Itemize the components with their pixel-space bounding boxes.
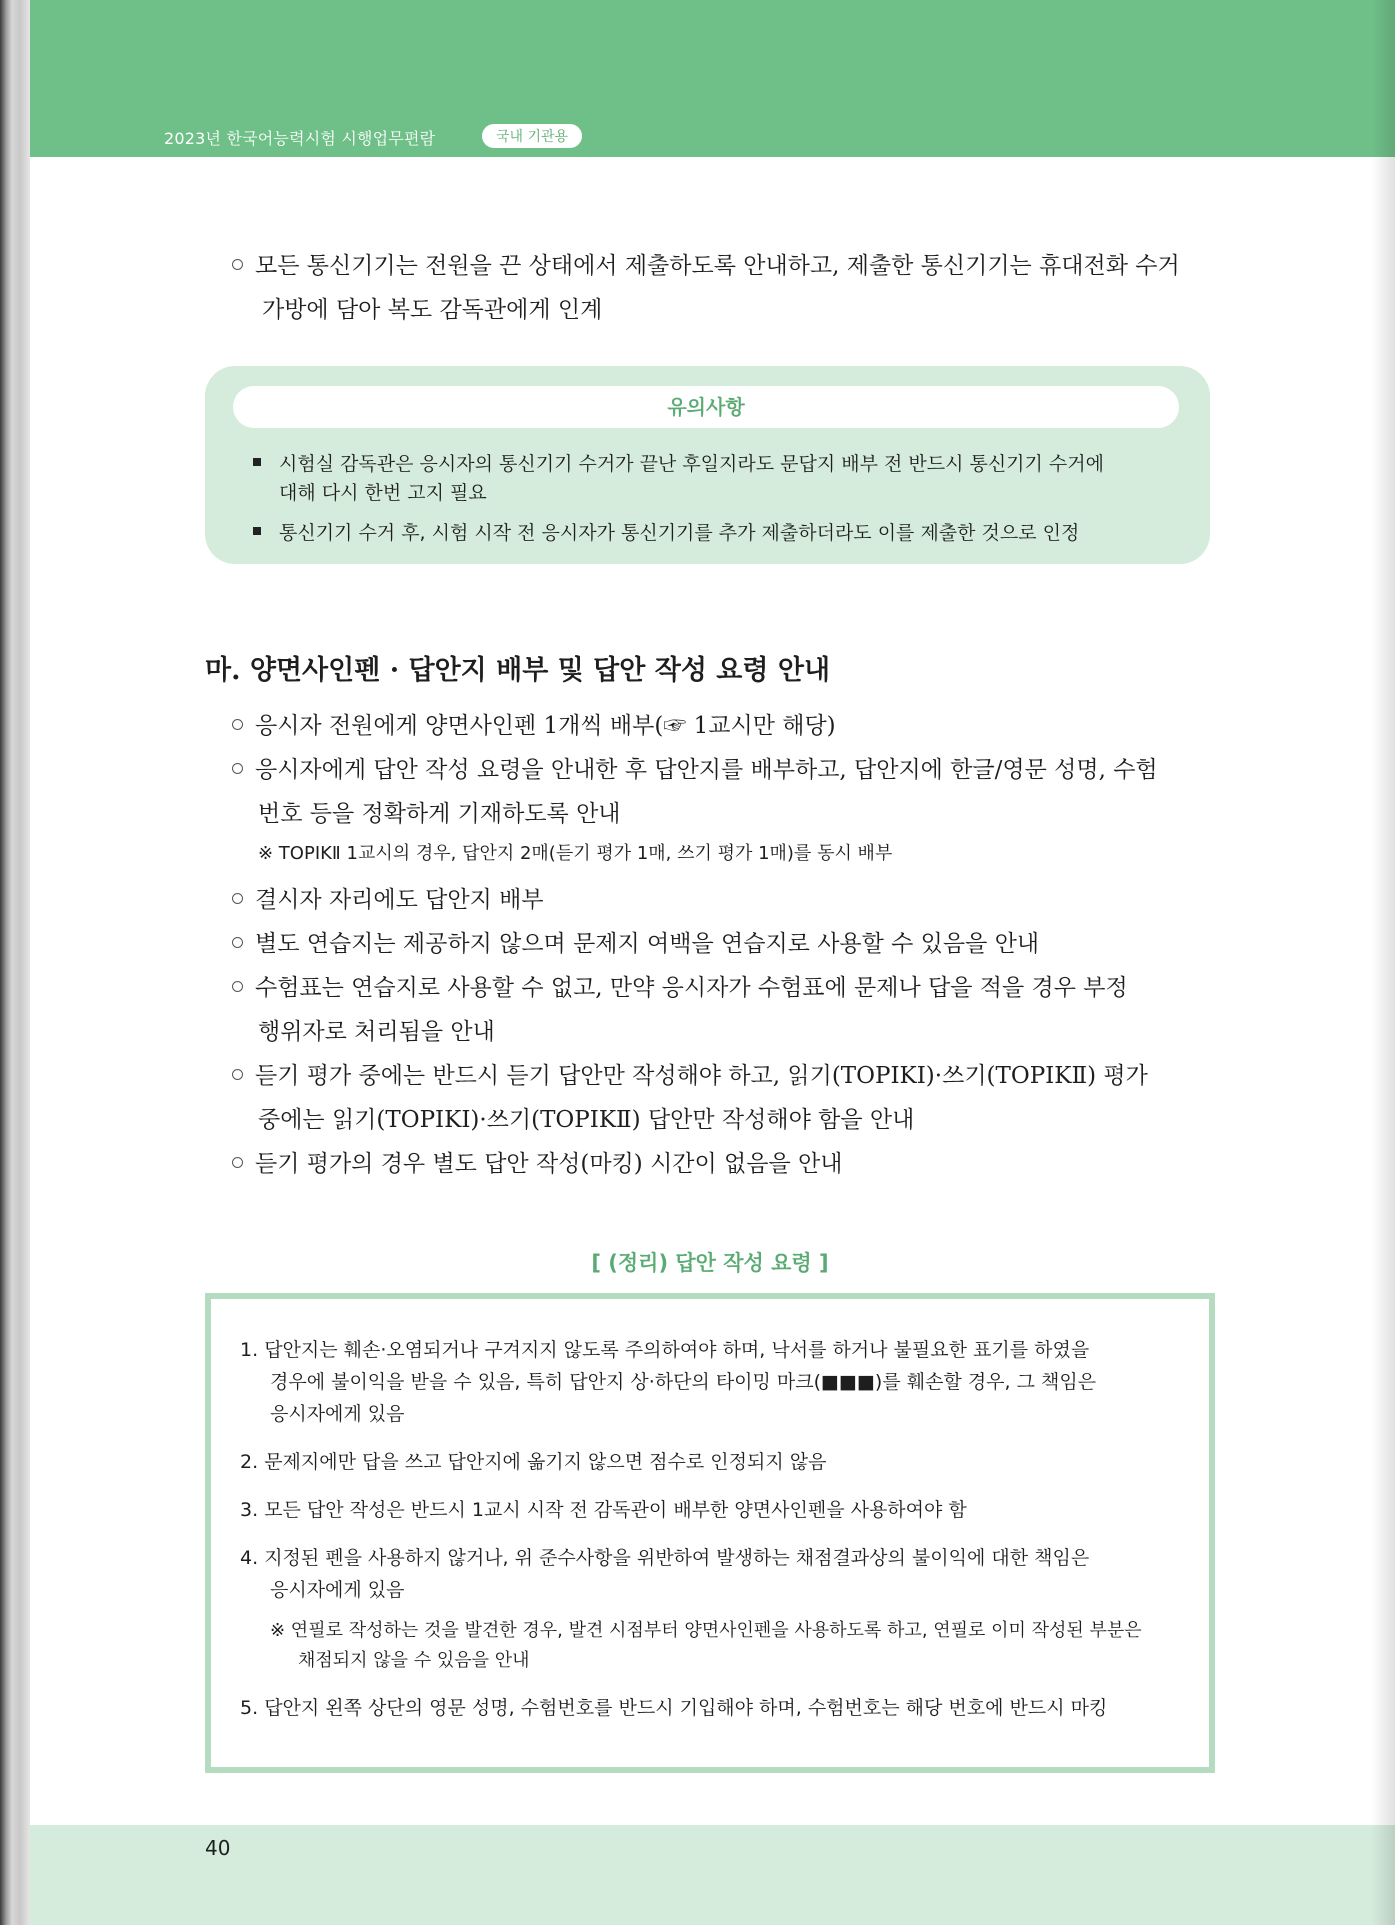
book-spine [0,0,30,1925]
circle-bullet-icon [232,719,243,730]
list-item: 별도 연습지는 제공하지 않으며 문제지 여백을 연습지로 사용할 수 있음을 안내 [232,922,1232,966]
circle-bullet-icon [232,1069,243,1080]
header-title: 2023년 한국어능력시험 시행업무편람 [164,129,436,148]
list-item: 듣기 평가의 경우 별도 답안 작성(마킹) 시간이 없음을 안내 [232,1142,1232,1186]
notice-item-1-line-1: 시험실 감독관은 응시자의 통신기기 수거가 끝난 후일지라도 문답지 배부 전 반드시 통신기기 수거에 [279,453,1104,475]
header-badge: 국내 기관용 [482,124,582,148]
section-title: 마. 양면사인펜 · 답안지 배부 및 답안 작성 요령 안내 [205,655,831,686]
list-item: 응시자에게 답안 작성 요령을 안내한 후 답안지를 배부하고, 답안지에 한글/영문 성명, 수험 번호 등을 정확하게 기재하도록 안내 ※ TOPIKⅡ 1교시의 경우, 답안지 2매(듣기 평가 1매, 쓰기 평가 1매)를 동시 배부 [232,748,1232,872]
list-item: 수험표는 연습지로 사용할 수 없고, 만약 응시자가 수험표에 문제나 답을 적을 경우 부정 행위자로 처리됨을 안내 [232,966,1232,1054]
page-number: 40 [205,1836,231,1860]
summary-note: ※ 연필로 작성하는 것을 발견한 경우, 발견 시점부터 양면사인펜을 사용하도록 하고, 연필로 이미 작성된 부분은 채점되지 않을 수 있음을 안내 [270,1620,1142,1671]
notice-title: 유의사항 [233,386,1179,428]
circle-bullet-icon [232,259,243,270]
list-item: 응시자 전원에게 양면사인펜 1개씩 배부(☞ 1교시만 해당) [232,704,1232,748]
circle-bullet-icon [232,1157,243,1168]
square-bullet-icon [253,527,261,535]
summary-item: 2. 문제지에만 답을 쓰고 답안지에 옮기지 않으면 점수로 인정되지 않음 [240,1451,827,1473]
intro-bullet [232,244,1232,332]
notice-item-2-line-1: 통신기기 수거 후, 시험 시작 전 응시자가 통신기기를 추가 제출하더라도 이를 제출한 것으로 인정 [279,522,1080,544]
summary-item: 3. 모든 답안 작성은 반드시 1교시 시작 전 감독관이 배부한 양면사인펜을 사용하여야 함 [240,1499,967,1521]
summary-item: 4. 지정된 펜을 사용하지 않거나, 위 준수사항을 위반하여 발생하는 채점결과상의 불이익에 대한 책임은 응시자에게 있음 [240,1547,1090,1601]
circle-bullet-icon [232,763,243,774]
circle-bullet-icon [232,937,243,948]
list-note: ※ TOPIKⅡ 1교시의 경우, 답안지 2매(듣기 평가 1매, 쓰기 평가 1매)를 동시 배부 [258,843,893,864]
summary-item: 1. 답안지는 훼손·오염되거나 구겨지지 않도록 주의하여야 하며, 낙서를 하거나 불필요한 표기를 하였을 경우에 불이익을 받을 수 있음, 특히 답안지 상·하단의 타이밍 마크(■■■)를 훼손할 경우, 그 책임은 응시자에게 있음 [240,1339,1097,1425]
list-item: 결시자 자리에도 답안지 배부 [232,878,1232,922]
summary-list [240,1334,1190,1740]
notice-item [253,519,1183,548]
circle-bullet-icon [232,893,243,904]
page-footer [30,1825,1395,1925]
summary-item: 5. 답안지 왼쪽 상단의 영문 성명, 수험번호를 반드시 기입해야 하며, 수험번호는 해당 번호에 반드시 마킹 [240,1697,1108,1719]
circle-bullet-icon [232,981,243,992]
summary-title: [ (정리) 답안 작성 요령 ] [591,1251,829,1275]
notice-item [253,450,1183,508]
square-bullet-icon [253,458,261,466]
intro-line-1: 모든 통신기기는 전원을 끈 상태에서 제출하도록 안내하고, 제출한 통신기기는 휴대전화 수거 [255,253,1180,279]
instruction-list [232,704,1232,1186]
list-item: 듣기 평가 중에는 반드시 듣기 답안만 작성해야 하고, 읽기(TOPIKⅠ)·쓰기(TOPIKⅡ) 평가 중에는 읽기(TOPIKⅠ)·쓰기(TOPIKⅡ) 답안만 작성해야 함을 안내 [232,1054,1232,1142]
intro-line-2: 가방에 담아 복도 감독관에게 인계 [262,297,603,323]
notice-box [205,366,1210,564]
page-edge-shadow [1371,0,1395,1925]
notice-item-1-line-2: 대해 다시 한번 고지 필요 [279,482,487,504]
